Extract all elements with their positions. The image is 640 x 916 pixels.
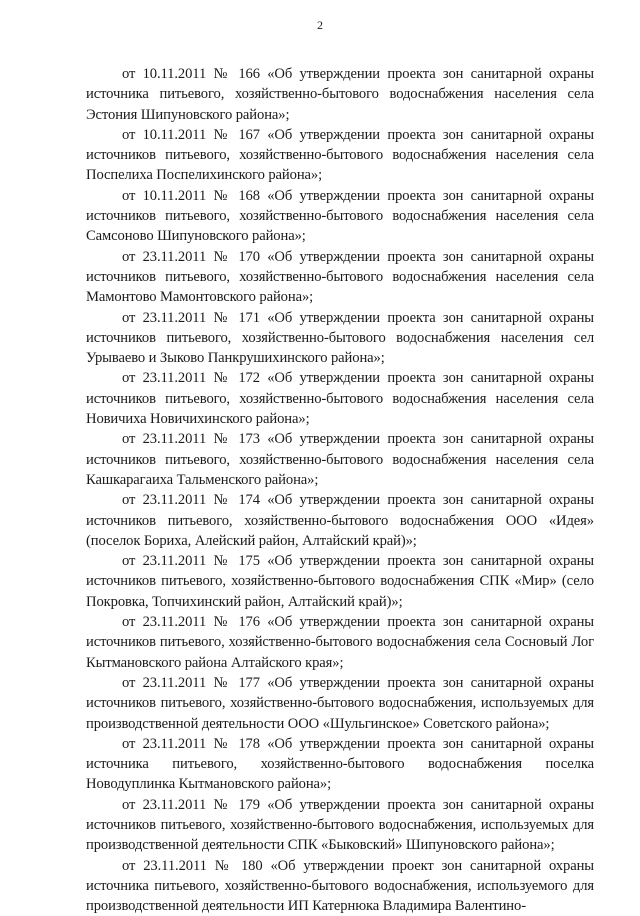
page-number: 2 (317, 18, 323, 32)
resolution-entry-174: от 23.11.2011 № 174 «Об утверждении проекта зон санитарной охраны источников питьевого, хозяйственно-бытового водоснабжения ООО «Идея» (поселок Бориха, Алейский район, Алтайский край)»; (86, 492, 594, 549)
resolution-entry-175: от 23.11.2011 № 175 «Об утверждении проекта зон санитарной охраны источников питьевого, хозяйственно-бытового водоснабжения СПК «Мир» (село Покровка, Топчихинский район, Алтайский край)»; (86, 553, 594, 610)
resolution-entry-178: от 23.11.2011 № 178 «Об утверждении проекта зон санитарной охраны источника питьевого, хозяйственно-бытового водоснабжения поселка Новодуплинка Кытмановского района»; (86, 735, 594, 793)
resolution-entry-168: от 10.11.2011 № 168 «Об утверждении проекта зон санитарной охраны источников питьевого, хозяйственно-бытового водоснабжения населения села Самсоново Шипуновского района»; (86, 187, 594, 245)
resolution-entry-171: от 23.11.2011 № 171 «Об утверждении проекта зон санитарной охраны источников питьевого, хозяйственно-бытового водоснабжения населения сел Урываево и Зыково Панкрушихинского района»; (86, 309, 594, 367)
resolution-entry-177: от 23.11.2011 № 177 «Об утверждении проекта зон санитарной охраны источников питьевого, хозяйственно-бытового водоснабжения, используемых для производственной деятельности ООО «Шульгинское» Советского района»; (86, 674, 594, 732)
resolution-entry-173: от 23.11.2011 № 173 «Об утверждении проекта зон санитарной охраны источников питьевого, хозяйственно-бытового водоснабжения населения села Кашкарагаиха Тальменского района»; (86, 431, 594, 488)
resolution-entry-170: от 23.11.2011 № 170 «Об утверждении проекта зон санитарной охраны источников питьевого, хозяйственно-бытового водоснабжения населения села Мамонтово Мамонтовского района»; (86, 248, 594, 306)
resolution-entry-166: от 10.11.2011 № 166 «Об утверждении проекта зон санитарной охраны источника питьевого, хозяйственно-бытового водоснабжения населения села Эстония Шипуновского района»; (86, 66, 594, 123)
resolution-entry-180: от 23.11.2011 № 180 «Об утверждении проект зон санитарной охраны источника питьевого, хозяйственно-бытового водоснабжения, используемого для производственной деятельности ИП Катернюка Владимира Валентино- (86, 857, 594, 915)
resolution-entry-179: от 23.11.2011 № 179 «Об утверждении проекта зон санитарной охраны источников питьевого, хозяйственно-бытового водоснабжения, используемых для производственной деятельности СПК «Быковский» Шипуновского района»; (86, 796, 594, 854)
document-body (86, 64, 594, 916)
resolution-entry-172: от 23.11.2011 № 172 «Об утверждении проекта зон санитарной охраны источников питьевого, хозяйственно-бытового водоснабжения населения села Новичиха Новичихинского района»; (86, 370, 594, 428)
resolution-entry-167: от 10.11.2011 № 167 «Об утверждении проекта зон санитарной охраны источников питьевого, хозяйственно-бытового водоснабжения населения села Поспелиха Поспелихинского района»; (86, 126, 594, 184)
resolution-entry-176: от 23.11.2011 № 176 «Об утверждении проекта зон санитарной охраны источников питьевого, хозяйственно-бытового водоснабжения села Сосновый Лог Кытмановского района Алтайского края»; (86, 614, 594, 671)
